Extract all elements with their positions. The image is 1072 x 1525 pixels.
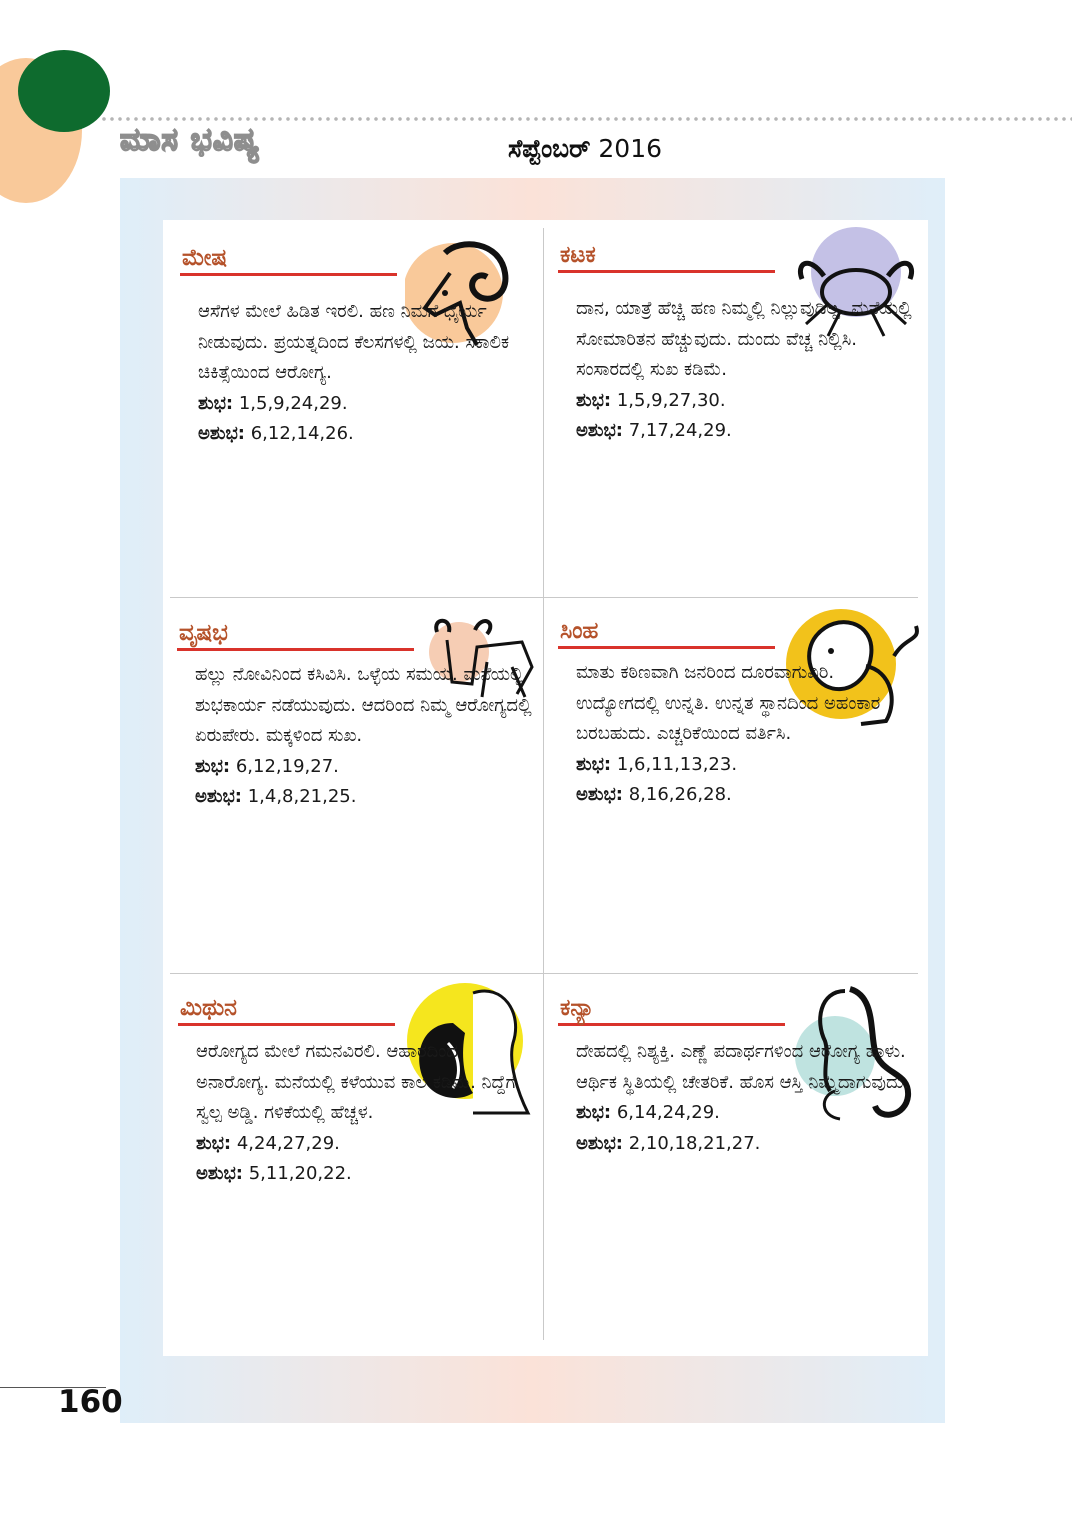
- unlucky-label: ಅಶುಭ:: [576, 1132, 623, 1154]
- lucky-dates: 6,12,19,27.: [235, 755, 339, 777]
- unlucky-dates: 7,17,24,29.: [628, 420, 732, 441]
- sign-body: [576, 1037, 916, 1159]
- month-name: ಸೆಪ್ಟೆಂಬರ್: [508, 134, 591, 163]
- unlucky-days: [195, 782, 535, 813]
- sign-text: ಮಾತು ಕಠಿಣವಾಗಿ ಜನರಿಂದ ದೂರವಾಗುವಿರಿ. ಉದ್ಯೋಗದಲ್ಲಿ ಉನ್ನತಿ. ಉನ್ನತ ಸ್ಥಾನದಿಂದ ಅಹಂಕಾರ ಬರಬಹುದು. ಎಚ್ಚರಿಕೆಯಿಂದ ವರ್ತಿಸಿ.: [576, 662, 881, 744]
- lucky-days: [576, 750, 916, 781]
- sign-title: ಕನ್ಯಾ: [558, 995, 785, 1026]
- decorative-green-circle: [18, 50, 110, 132]
- sign-body: [576, 658, 916, 811]
- sign-title: ಕಟಕ: [558, 242, 775, 273]
- lucky-dates: 6,14,24,29.: [616, 1102, 720, 1123]
- unlucky-dates: 6,12,14,26.: [250, 423, 354, 444]
- lucky-days: [576, 386, 916, 417]
- sign-body: [196, 1037, 536, 1190]
- unlucky-label: ಅಶುಭ:: [196, 1163, 243, 1184]
- section-masthead: ಮಾಸ ಭವಿಷ್ಯ: [120, 122, 261, 158]
- sign-title: ಸಿಂಹ: [558, 618, 775, 649]
- unlucky-label: ಅಶುಭ:: [198, 423, 245, 444]
- unlucky-days: [198, 419, 538, 450]
- sign-block-mesha: [180, 245, 550, 605]
- lucky-days: [195, 752, 535, 783]
- issue-month: [508, 134, 662, 164]
- lucky-dates: 1,5,9,24,29.: [238, 392, 348, 414]
- lucky-label: ಶುಭ:: [195, 755, 231, 777]
- lucky-label: ಶುಭ:: [576, 753, 612, 775]
- unlucky-dates: 1,4,8,21,25.: [247, 786, 357, 807]
- page-number: 160: [58, 1384, 123, 1420]
- sign-title: ಮಿಥುನ: [178, 995, 395, 1026]
- lucky-days: [576, 1098, 916, 1129]
- dotted-header-rule: [100, 117, 1072, 121]
- unlucky-days: [196, 1159, 536, 1190]
- sign-block-kanya: [558, 995, 928, 1355]
- unlucky-label: ಅಶುಭ:: [576, 420, 623, 441]
- sign-text: ಆರೋಗ್ಯದ ಮೇಲೆ ಗಮನವಿರಲಿ. ಆಹಾರದಿಂದ ಅನಾರೋಗ್ಯ. ಮನೆಯಲ್ಲಿ ಕಳೆಯುವ ಕಾಲ ಕಡಿಮೆ. ನಿದ್ದೆಗೆ ಸ್ವಲ್ಪ ಅಡ್ಡಿ. ಗಳಿಕೆಯಲ್ಲಿ ಹೆಚ್ಚಳ.: [196, 1041, 516, 1123]
- lucky-days: [196, 1129, 536, 1160]
- lucky-label: ಶುಭ:: [198, 392, 234, 414]
- lucky-label: ಶುಭ:: [196, 1132, 232, 1154]
- sign-block-simha: [558, 618, 928, 978]
- sign-block-kataka: [558, 242, 928, 602]
- sign-title: ಮೇಷ: [180, 245, 397, 276]
- lucky-label: ಶುಭ:: [576, 389, 612, 411]
- lucky-dates: 1,6,11,13,23.: [616, 753, 738, 775]
- unlucky-dates: 5,11,20,22.: [248, 1163, 352, 1184]
- lucky-label: ಶುಭ:: [576, 1102, 612, 1123]
- sign-text: ಹಲ್ಲು ನೋವಿನಿಂದ ಕಸಿವಿಸಿ. ಒಳ್ಳೆಯ ಸಮಯ. ಮನೆಯಲ್ಲಿ ಶುಭಕಾರ್ಯ ನಡೆಯುವುದು. ಆದರಿಂದ ನಿಮ್ಮ ಆರೋಗ್ಯದಲ್ಲಿ ಏರುಪೇರು. ಮಕ್ಕಳಿಂದ ಸುಖ.: [195, 664, 532, 746]
- sign-text: ದೇಹದಲ್ಲಿ ನಿಶ್ಯಕ್ತಿ. ಎಣ್ಣೆ ಪದಾರ್ಥಗಳಿಂದ ಆರೋಗ್ಯ ಹಾಳು. ಆರ್ಥಿಕ ಸ್ಥಿತಿಯಲ್ಲಿ ಚೇತರಿಕೆ. ಹೊಸ ಆಸ್ತಿ ನಿಮ್ಮದಾಗುವುದು.: [576, 1041, 910, 1093]
- sign-block-vrishabha: [177, 620, 547, 980]
- unlucky-days: [576, 1129, 916, 1160]
- sign-text: ದಾನ, ಯಾತ್ರೆ ಹೆಚ್ಚಿ ಹಣ ನಿಮ್ಮಲ್ಲಿ ನಿಲ್ಲುವುದಿಲ್ಲ. ಮನೆಯಲ್ಲಿ ಸೋಮಾರಿತನ ಹೆಚ್ಚುವುದು. ದುಂದು ವೆಚ್ಚ ನಿಲ್ಲಿಸಿ. ಸಂಸಾರದಲ್ಲಿ ಸುಖ ಕಡಿಮೆ.: [576, 298, 912, 380]
- sign-block-mithuna: [178, 995, 548, 1355]
- sign-title: ವೃಷಭ: [177, 620, 414, 651]
- lucky-dates: 4,24,27,29.: [236, 1132, 340, 1154]
- sign-body: [576, 294, 916, 447]
- unlucky-label: ಅಶುಭ:: [195, 786, 242, 807]
- year: 2016: [598, 134, 663, 163]
- unlucky-days: [576, 780, 916, 811]
- sign-text: ಆಸೆಗಳ ಮೇಲೆ ಹಿಡಿತ ಇರಲಿ. ಹಣ ನಿಮಗೆ ಧೈರ್ಯ ನೀಡುವುದು. ಪ್ರಯತ್ನದಿಂದ ಕೆಲಸಗಳಲ್ಲಿ ಜಯ. ಸಕಾಲಿಕ ಚಿಕಿತ್ಸೆಯಿಂದ ಆರೋಗ್ಯ.: [198, 301, 510, 383]
- lucky-days: [198, 389, 538, 420]
- unlucky-dates: 8,16,26,28.: [628, 784, 732, 805]
- sign-body: [195, 660, 535, 813]
- unlucky-days: [576, 416, 916, 447]
- lucky-dates: 1,5,9,27,30.: [616, 389, 726, 411]
- unlucky-label: ಅಶುಭ:: [576, 784, 623, 805]
- sign-body: [198, 297, 538, 450]
- unlucky-dates: 2,10,18,21,27.: [628, 1132, 761, 1154]
